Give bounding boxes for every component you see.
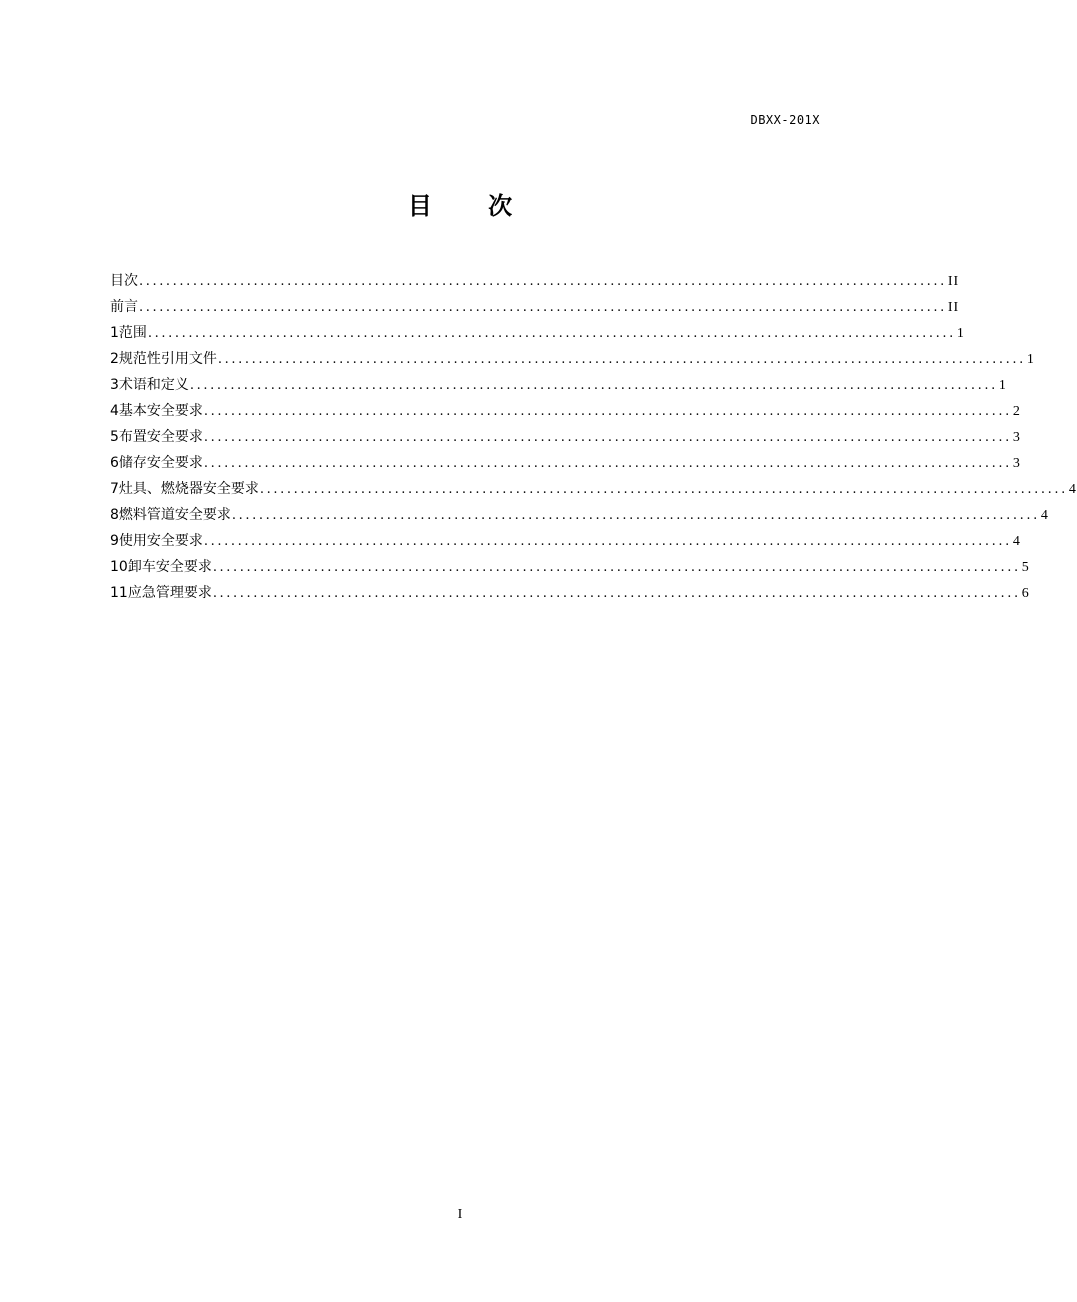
toc-title: 目 次: [407, 192, 537, 220]
toc-entry-label: 术语和定义: [118, 377, 189, 393]
page-number: I: [457, 1207, 463, 1222]
toc-entry-number: 3: [110, 377, 119, 393]
toc-leader-dots: ........................................................................................................................: [147, 326, 956, 341]
toc-entry-6[interactable]: [110, 452, 1021, 478]
toc-entry-number: 11: [110, 585, 128, 601]
toc-entry-11[interactable]: [110, 582, 1030, 608]
toc-entry-10[interactable]: [110, 556, 1030, 582]
toc-entry-label: 布置安全要求: [118, 429, 203, 445]
toc-entry-7[interactable]: [110, 478, 1077, 504]
toc-leader-dots: ........................................................................................................................: [203, 456, 1012, 471]
toc-entry-label: 卸车安全要求: [127, 559, 212, 575]
toc-entry-foreword[interactable]: [110, 296, 960, 322]
toc-leader-dots: ........................................................................................................................: [139, 300, 947, 315]
toc-entry-label: 燃料管道安全要求: [118, 507, 231, 523]
toc-entry-2[interactable]: [110, 348, 1035, 374]
toc-entry-number: 前: [110, 299, 124, 315]
toc-leader-dots: ........................................................................................................................: [217, 352, 1026, 367]
document-code: DBXX-201X: [750, 113, 820, 127]
toc-entry-label: 储存安全要求: [118, 455, 203, 471]
toc-leader-dots: ........................................................................................................................: [203, 534, 1012, 549]
toc-leader-dots: ........................................................................................................................: [212, 586, 1021, 601]
toc-leader-dots: ........................................................................................................................: [212, 560, 1021, 575]
toc-entry-label: 使用安全要求: [118, 533, 203, 549]
toc-entry-page: 4: [1068, 482, 1077, 497]
toc-entry-5[interactable]: [110, 426, 1021, 452]
toc-entry-label: 应急管理要求: [127, 585, 212, 601]
toc-entry-number: 目: [110, 273, 124, 289]
toc-entry-number: 9: [110, 533, 119, 549]
toc-entry-page: II: [947, 300, 960, 315]
toc-entry-number: 4: [110, 403, 119, 419]
toc-leader-dots: ........................................................................................................................: [139, 274, 947, 289]
toc-entry-page: 4: [1040, 508, 1049, 523]
toc-entry-9[interactable]: [110, 530, 1021, 556]
toc-entry-label: 基本安全要求: [118, 403, 203, 419]
toc-entry-number: 7: [110, 481, 119, 497]
toc-entry-page: 1: [1026, 352, 1035, 367]
toc-leader-dots: ........................................................................................................................: [203, 430, 1012, 445]
toc-entry-page: 1: [998, 378, 1007, 393]
toc-entry-label: 灶具、燃烧器安全要求: [118, 481, 259, 497]
toc-leader-dots: ........................................................................................................................: [203, 404, 1012, 419]
toc-entry-page: 5: [1021, 560, 1030, 575]
toc-entry-page: 6: [1021, 586, 1030, 601]
toc-entry-page: 3: [1012, 456, 1021, 471]
toc-entry-page: II: [947, 274, 960, 289]
toc-entry-label: 范围: [118, 325, 147, 341]
toc-entry-4[interactable]: [110, 400, 1021, 426]
toc-entry-label: 规范性引用文件: [118, 351, 217, 367]
toc-entry-page: 2: [1012, 404, 1021, 419]
toc-leader-dots: ........................................................................................................................: [189, 378, 998, 393]
toc-entry-contents[interactable]: [110, 270, 960, 296]
toc-entry-number: 8: [110, 507, 119, 523]
toc-entry-number: 6: [110, 455, 119, 471]
toc-entry-page: 4: [1012, 534, 1021, 549]
toc-entry-1[interactable]: [110, 322, 965, 348]
toc-entry-label: 次: [124, 273, 138, 289]
toc-entry-page: 3: [1012, 430, 1021, 445]
toc-entry-number: 1: [110, 325, 119, 341]
toc-entry-page: 1: [956, 326, 965, 341]
toc-entry-number: 2: [110, 351, 119, 367]
toc-entry-8[interactable]: [110, 504, 1049, 530]
toc-leader-dots: ........................................................................................................................: [231, 508, 1040, 523]
toc-entry-label: 言: [124, 299, 138, 315]
toc-leader-dots: ........................................................................................................................: [259, 482, 1068, 497]
toc-list: [110, 270, 1077, 608]
toc-entry-3[interactable]: [110, 374, 1007, 400]
toc-entry-number: 5: [110, 429, 119, 445]
toc-entry-number: 10: [110, 559, 128, 575]
